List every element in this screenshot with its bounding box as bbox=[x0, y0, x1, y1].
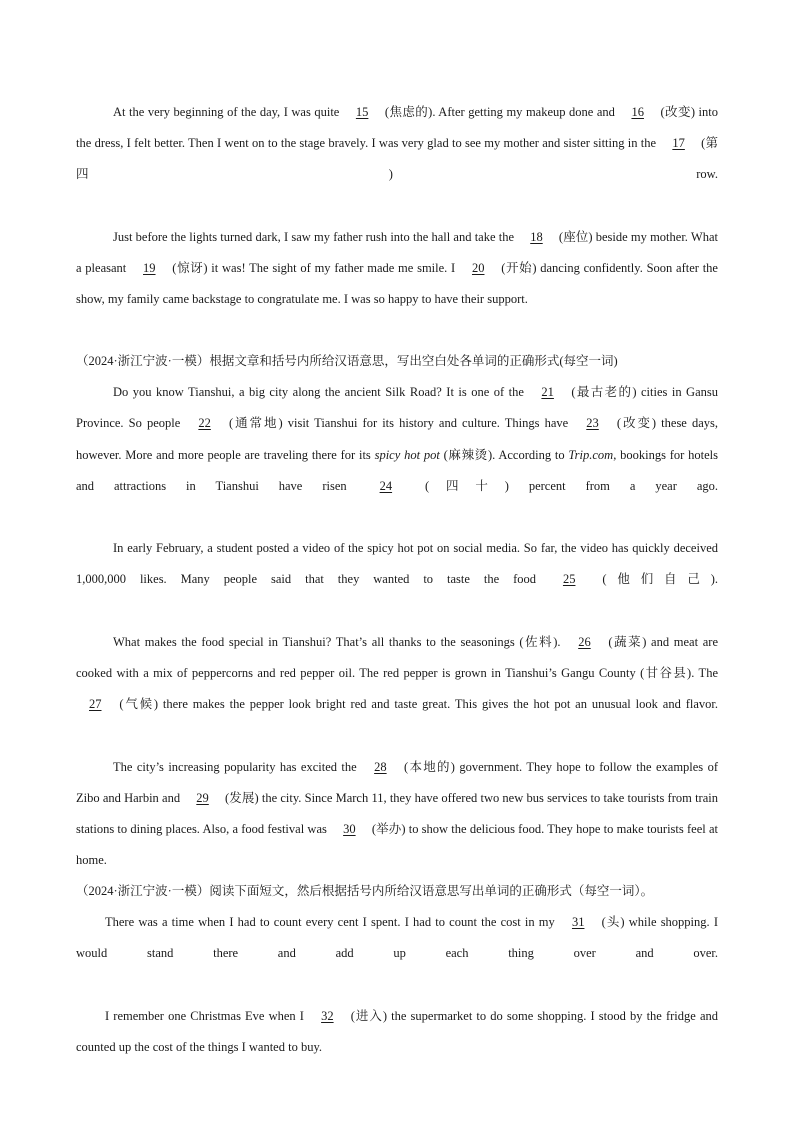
passage-1 bbox=[76, 97, 718, 315]
blank-16[interactable]: 16 bbox=[631, 105, 644, 119]
blank-27[interactable]: 27 bbox=[89, 697, 102, 712]
passage-1-paragraph-1: At the very beginning of the day, I was quite 15 (焦虑的). After getting my makeup done and 16 (改变) into the dress, I felt better. Then I went on to the stage bravely. I was very glad to see my mother and sister sitting in the 17 (第四) row. bbox=[76, 97, 718, 222]
blank-24[interactable]: 24 bbox=[379, 478, 393, 493]
blank-19[interactable]: 19 bbox=[143, 261, 156, 276]
passage-3 bbox=[76, 876, 718, 1063]
blank-30[interactable]: 30 bbox=[343, 822, 356, 837]
trip-com-term: Trip.com bbox=[568, 447, 614, 462]
spicy-hot-pot-term: spicy hot pot bbox=[374, 447, 440, 462]
blank-20[interactable]: 20 bbox=[471, 261, 485, 276]
blank-17[interactable]: 17 bbox=[672, 136, 685, 151]
blank-28[interactable]: 28 bbox=[374, 759, 387, 774]
passage-2-paragraph-2: In early February, a student posted a video of the spicy hot pot on social media. So far, the video has quickly deceived 1,000,000 likes. Many people said that they wanted to taste the food 25 (他们自己). bbox=[76, 533, 718, 627]
passage-2-paragraph-3: What makes the food special in Tianshui? That’s all thanks to the seasonings (佐料). 26 (蔬菜) and meat are cooked with a mix of peppercorns and red pepper oil. The red pepper is grown in Tianshui’s Gangu County (甘谷县). The 27 (气候) there makes the pepper look bright red and taste great. This gives the hot pot an unusual look and flavor. bbox=[76, 627, 718, 752]
passage-3-paragraph-1: There was a time when I had to count every cent I spent. I had to count the cost in my 31 (头) while shopping. I would stand there and add up each thing over and over. bbox=[76, 907, 718, 1001]
passage-3-heading: （2024·浙江宁波·一模）阅读下面短文，然后根据括号内所给汉语意思写出单词的正确形式（每空一词）。 bbox=[76, 884, 654, 898]
passage-2-heading: （2024·浙江宁波·一模）根据文章和括号内所给汉语意思，写出空白处各单词的正确形式(每空一词) bbox=[76, 354, 618, 368]
blank-18[interactable]: 18 bbox=[530, 229, 543, 244]
passage-1-paragraph-2: Just before the lights turned dark, I saw my father rush into the hall and take the 18 (座位) beside my mother. What a pleasant 19 (惊讶) it was! The sight of my father made me smile. I 20 (开始) dancing confidently. Soon after the show, my family came backstage to congratulate me. I was so happy to have their support. bbox=[76, 222, 718, 316]
blank-31[interactable]: 31 bbox=[571, 915, 585, 930]
passage-3-paragraph-2: I remember one Christmas Eve when I 32 (进入) the supermarket to do some shopping. I stood by the fridge and counted up the cost of the things I wanted to buy. bbox=[76, 1001, 718, 1063]
blank-22[interactable]: 22 bbox=[198, 416, 211, 431]
passage-2-paragraph-4: The city’s increasing popularity has excited the 28 (本地的) government. They hope to follow the examples of Zibo and Harbin and 29 (发展) the city. Since March 11, they have offered two new bus services to take tourists from train stations to dining places. Also, a food festival was 30 (举办) to show the delicious food. They hope to make tourists feel at home. bbox=[76, 752, 718, 877]
blank-32[interactable]: 32 bbox=[321, 1008, 334, 1023]
blank-29[interactable]: 29 bbox=[196, 790, 209, 805]
passage-2-paragraph-1: Do you know Tianshui, a big city along the ancient Silk Road? It is one of the 21 (最古老的) cities in Gansu Province. So people 22 (通常地) visit Tianshui for its history and culture. Things have 23 (改变) these days, however. More and more people are traveling there for its spicy hot pot (麻辣烫). According to Trip.com, bookings for hotels and attractions in Tianshui have risen 24 (四十) percent from a year ago. bbox=[76, 377, 718, 533]
blank-25[interactable]: 25 bbox=[562, 572, 576, 587]
blank-26[interactable]: 26 bbox=[578, 634, 591, 649]
blank-23[interactable]: 23 bbox=[586, 416, 599, 431]
blank-15[interactable]: 15 bbox=[355, 105, 369, 119]
blank-21[interactable]: 21 bbox=[541, 385, 554, 400]
passage-2 bbox=[76, 346, 718, 876]
